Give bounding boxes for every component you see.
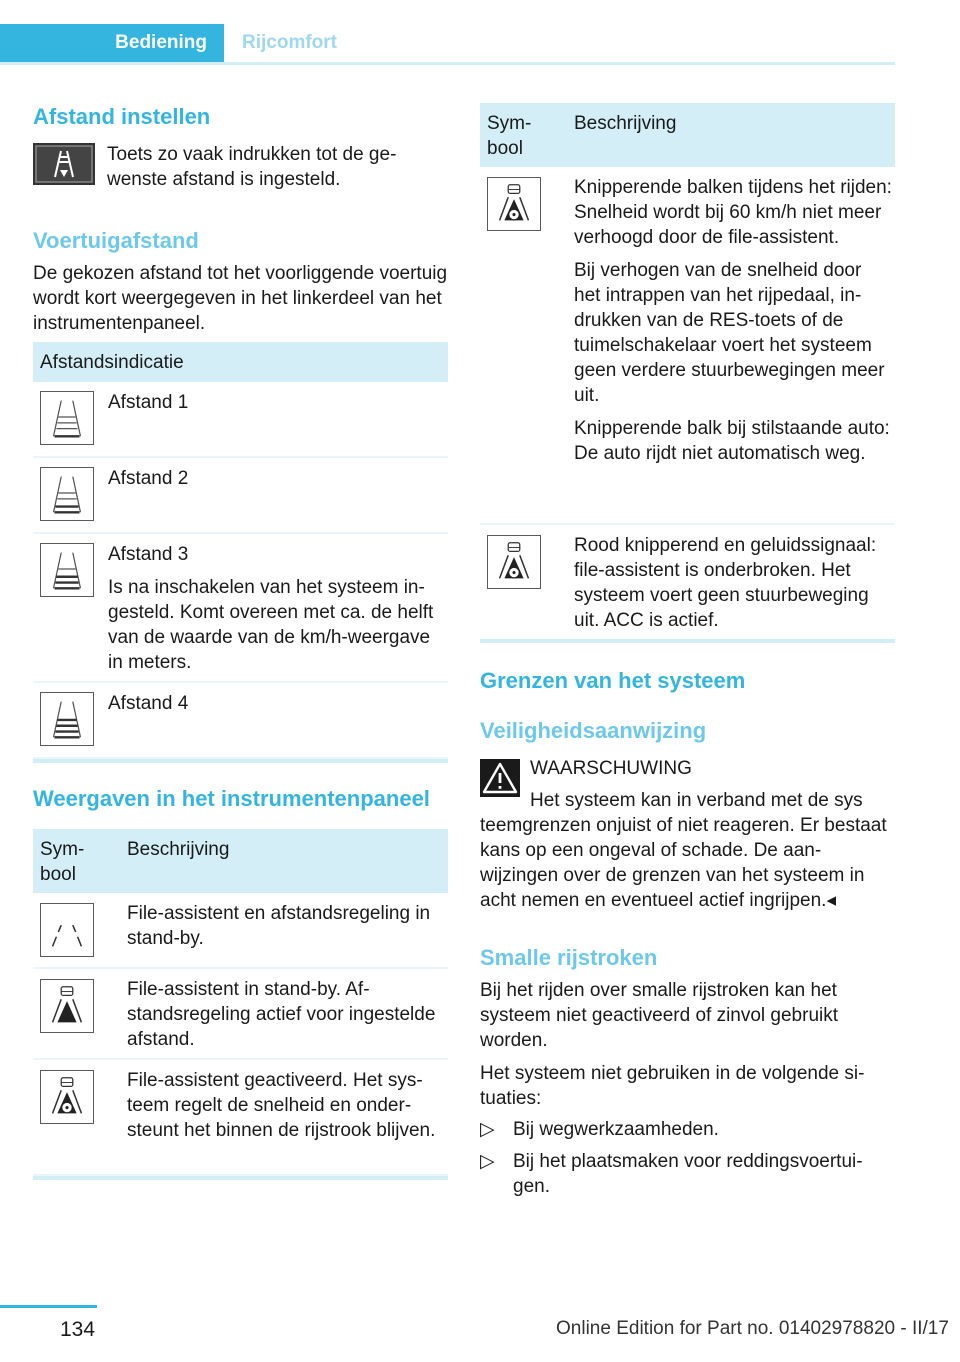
display-symbols-table-continued bbox=[480, 103, 895, 643]
traffic-jam-assistant-icon bbox=[40, 979, 94, 1033]
table-header bbox=[480, 103, 895, 167]
table-end-rule bbox=[33, 759, 448, 763]
table-cell-extra: Is na inschakelen van het systeem ingesteld. Komt overeen met ca. de helft van de waarde van de km/h-weergave in meters. bbox=[108, 577, 434, 673]
table-cell-text: Afstand 1 bbox=[108, 392, 189, 413]
smalle-rijstroken-text: Bij het rijden over smalle rijstroken kan het systeem niet geactiveerd of zinvol gebruikt worden. bbox=[480, 980, 839, 1051]
table-row bbox=[33, 1060, 448, 1176]
traffic-jam-assistant-red-icon bbox=[487, 535, 541, 589]
table-header-description: Beschrijving bbox=[127, 839, 230, 860]
table-cell-text: File-assistent geactiveerd. Het systeem regelt de snelheid en ondersteunt het binnen de rijstrook blijven. bbox=[127, 1070, 436, 1141]
distance-indication-table bbox=[33, 342, 448, 763]
table-cell-paragraph: Bij verhogen van de snelheid door het intrappen van het rijpedaal, indrukken van de RES-toets of de tuimelschakelaar voert het systeem geen verdere stuurbewegingen meer uit. bbox=[574, 260, 885, 406]
heading-veiligheidsaanwijzing: Veiligheidsaanwijzing bbox=[480, 718, 707, 743]
warning-text: teemgrenzen onjuist of niet reageren. Er bestaat kans op een ongeval of schade. De aanwijzingen over de grenzen van het systeem in acht nemen en eventueel actief ingrijpen.◂ bbox=[480, 815, 887, 911]
table-cell bbox=[574, 175, 892, 474]
heading-voertuigafstand: Voertuigafstand bbox=[33, 228, 199, 253]
table-cell-text: File-assistent in stand-by. Afstandsregeling actief voor ingestelde afstand. bbox=[127, 979, 436, 1050]
table-row bbox=[33, 534, 448, 683]
table-header-label: Afstandsindicatie bbox=[40, 352, 184, 373]
table-header-description: Beschrijving bbox=[574, 113, 677, 134]
table-cell-text: Afstand 4 bbox=[108, 693, 189, 714]
table-header-symbol: Symbool bbox=[487, 113, 532, 159]
heading-weergaven: Weergaven in het instrumentenpaneel bbox=[33, 786, 430, 811]
table-end-rule bbox=[33, 1176, 448, 1180]
table-row bbox=[33, 969, 448, 1060]
table-cell-text: Afstand 3 bbox=[108, 544, 189, 565]
table-row bbox=[33, 382, 448, 458]
list-item: Bij wegwerkzaamheden. bbox=[513, 1119, 719, 1140]
table-header-symbol: Symbool bbox=[40, 839, 85, 885]
warning-title: WAARSCHUWING bbox=[530, 758, 692, 779]
situaties-text: Het systeem niet gebruiken in de volgende situaties: bbox=[480, 1063, 865, 1109]
distance-button-icon bbox=[33, 143, 95, 185]
table-cell bbox=[574, 533, 892, 641]
section-tab-bar bbox=[0, 24, 895, 65]
table-cell-text: Afstand 2 bbox=[108, 468, 189, 489]
distance-4-icon bbox=[40, 692, 94, 746]
tab-bediening[interactable]: Bediening bbox=[0, 24, 224, 62]
display-symbols-table bbox=[33, 829, 448, 1180]
table-header bbox=[33, 829, 448, 893]
traffic-jam-assistant-active-icon bbox=[487, 177, 541, 231]
table-row bbox=[480, 167, 895, 525]
bullet-marker: ▷ bbox=[480, 1151, 495, 1172]
footer-rule bbox=[0, 1305, 97, 1308]
distance-1-icon bbox=[40, 391, 94, 445]
bullet-marker: ▷ bbox=[480, 1119, 495, 1140]
traffic-jam-assistant-active-icon bbox=[40, 1070, 94, 1124]
table-cell-paragraph: Knipperende balken tijdens het rijden: Snelheid wordt bij 60 km/h niet meer verhoogd door de file-assistent. bbox=[574, 177, 892, 248]
voertuigafstand-text: De gekozen afstand tot het voorliggende voertuig wordt kort weergegeven in het linkerdeel van het instrumentenpaneel. bbox=[33, 263, 448, 334]
table-header bbox=[33, 342, 448, 382]
heading-grenzen: Grenzen van het systeem bbox=[480, 668, 746, 693]
table-row bbox=[33, 458, 448, 534]
table-cell-paragraph: Knipperende balk bij stilstaande auto: De auto rijdt niet automatisch weg. bbox=[574, 418, 890, 464]
lane-lines-icon bbox=[40, 903, 94, 957]
heading-smalle-rijstroken: Smalle rijstroken bbox=[480, 945, 658, 970]
heading-afstand-instellen: Afstand instellen bbox=[33, 104, 211, 129]
table-row bbox=[480, 525, 895, 639]
table-cell-text: File-assistent en afstandsregeling in stand-by. bbox=[127, 903, 431, 949]
page-number: 134 bbox=[60, 1318, 96, 1341]
table-cell-paragraph: Rood knipperend en geluidssignaal: file-assistent is onderbroken. Het systeem voert geen stuurbeweging uit. ACC is actief. bbox=[574, 535, 877, 631]
distance-3-icon bbox=[40, 543, 94, 597]
list-item: Bij het plaatsmaken voor reddingsvoertuigen. bbox=[513, 1151, 863, 1197]
table-row bbox=[33, 683, 448, 759]
tab-rijcomfort[interactable]: Rijcomfort bbox=[242, 32, 337, 53]
afstand-instellen-text: Toets zo vaak indrukken tot de gewenste afstand is ingesteld. bbox=[107, 144, 397, 190]
table-row bbox=[33, 893, 448, 969]
warning-text-line1: Het systeem kan in verband met de sys bbox=[530, 790, 863, 811]
warning-icon bbox=[480, 759, 520, 797]
distance-2-icon bbox=[40, 467, 94, 521]
edition-text: Online Edition for Part no. 01402978820 - II/17 bbox=[556, 1318, 949, 1339]
table-cell bbox=[108, 542, 443, 683]
